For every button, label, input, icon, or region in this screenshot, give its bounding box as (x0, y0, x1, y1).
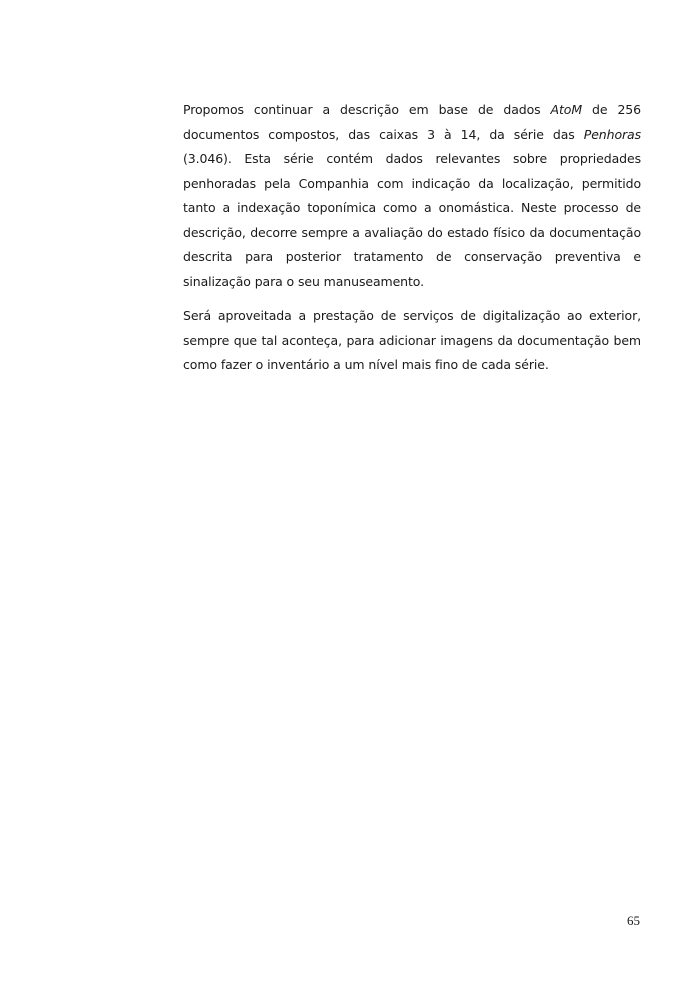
page-number: 65 (627, 913, 640, 928)
paragraph-2-text: Será aproveitada a prestação de serviços de digitalização ao exterior, sempre que tal aconteça, para adicionar imagens da documentação bem como fazer o inventário a um nível mais fino de cada série. (183, 308, 641, 372)
penhoras-italic-term: Penhoras (583, 126, 641, 142)
paragraph-1-text: de 256 documentos compostos, das caixas 3 à 14, da série das (183, 102, 642, 142)
paragraph-1 (183, 98, 641, 294)
paragraph-1-text: Propomos continuar a descrição em base de dados (183, 102, 551, 117)
paragraph-2 (183, 304, 641, 378)
paragraph-1-text: (3.046). Esta série contém dados relevantes sobre propriedades penhoradas pela Companhia com indicação da localização, permitido tanto a indexação toponímica como a onomástica. Neste processo de descrição, decorre sempre a avaliação do estado físico da documentação descrita para posterior tratamento de conservação preventiva e sinalização para o seu manuseamento. (183, 151, 641, 289)
atom-italic-term: AtoM (550, 102, 583, 117)
body-text (183, 98, 641, 388)
